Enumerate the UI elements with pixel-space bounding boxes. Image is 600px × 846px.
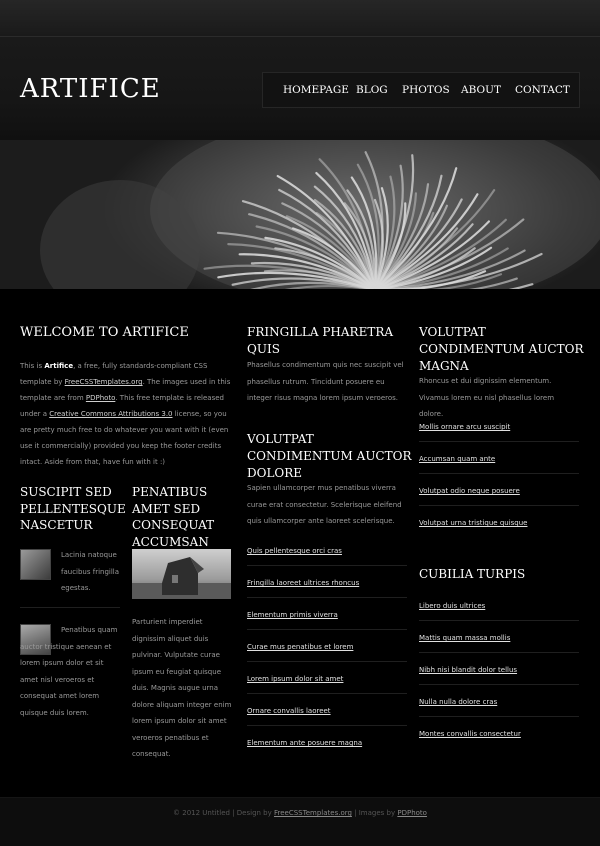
divider — [419, 652, 579, 653]
list-link[interactable]: Elementum ante posuere magna — [247, 739, 363, 747]
footer — [0, 797, 600, 846]
list-link[interactable]: Accumsan quam ante — [419, 455, 496, 463]
suscipit-title: SUSCIPIT SED PELLENTESQUE NASCETUR — [20, 485, 126, 532]
divider — [20, 607, 120, 608]
banner-image — [0, 140, 600, 289]
nav-homepage[interactable]: HOMEPAGE — [283, 84, 349, 96]
nav-photos[interactable]: PHOTOS — [402, 84, 450, 96]
flower-image — [0, 140, 600, 289]
list-link[interactable]: Curae mus penatibus et lorem — [247, 643, 354, 651]
divider — [419, 716, 579, 717]
divider — [247, 725, 407, 726]
welcome-title: WELCOME TO ARTIFICE — [20, 325, 189, 340]
divider — [419, 684, 579, 685]
divider — [247, 597, 407, 598]
list-link[interactable]: Mattis quam massa mollis — [419, 634, 511, 642]
header — [0, 0, 600, 140]
divider — [419, 505, 579, 506]
list-link[interactable]: Nibh nisi blandit dolor tellus — [419, 666, 518, 674]
barn-photo[interactable] — [132, 549, 231, 599]
nav-contact[interactable]: CONTACT — [515, 84, 570, 96]
site-title[interactable]: ARTIFICE — [20, 74, 161, 104]
brand-name: Artifice — [44, 362, 74, 370]
list-link[interactable]: Lorem ipsum dolor sit amet — [247, 675, 344, 683]
pdphoto-link[interactable]: PDPhoto — [85, 394, 116, 402]
cc-license-link[interactable]: Creative Commons Attributions 3.0 — [49, 410, 173, 418]
welcome-text: This is Artifice, a free, fully standards-compliant CSS template by FreeCSSTemplates.org. The images used in this template are from PDPhoto. This free template is released under a Creative Commons Attributions 3.0 license, so you are pretty much free to do whatever you want with it (even use it commercially) provided you keep the footer credits intact. Aside from that, have fun with it :) — [20, 362, 231, 466]
fringilla-text: Phasellus condimentum quis nec suscipit vel phasellus rutrum. Tincidunt posuere eu integer risus magna lorem ipsum veroeros. — [247, 361, 404, 402]
thumb-caption-1: Lacinia natoque faucibus fringilla egestas. — [61, 551, 120, 592]
list-link[interactable]: Nulla nulla dolore cras — [419, 698, 498, 706]
footer-pdphoto-link[interactable]: PDPhoto — [397, 809, 427, 817]
cubilia-title: CUBILIA TURPIS — [419, 567, 526, 581]
list-link[interactable]: Ornare convallis laoreet — [247, 707, 331, 715]
list-link[interactable]: Libero duis ultrices — [419, 602, 486, 610]
volutpat-magna-text: Rhoncus et dui dignissim elementum. Vivamus lorem eu nisl phasellus lorem dolore. — [419, 377, 555, 418]
footer-freecss-link[interactable]: FreeCSSTemplates.org — [274, 809, 352, 817]
main-nav — [262, 72, 580, 108]
list-link[interactable]: Volutpat urna tristique quisque — [419, 519, 528, 527]
volutpat-magna-title: VOLUTPAT CONDIMENTUM AUCTOR MAGNA — [419, 325, 584, 373]
divider — [419, 441, 579, 442]
volutpat-dolore-title: VOLUTPAT CONDIMENTUM AUCTOR DOLORE — [247, 432, 412, 480]
list-link[interactable]: Fringilla laoreet ultrices rhoncus — [247, 579, 360, 587]
thumb-caption-2: Penatibus quam auctor tristique aenean et lorem ipsum dolor et sit amet nisl veroeros et consequat amet lorem quisque duis lorem. — [20, 626, 118, 717]
divider — [419, 473, 579, 474]
divider — [247, 661, 407, 662]
fringilla-title: FRINGILLA PHARETRA QUIS — [247, 325, 394, 356]
list-link[interactable]: Mollis ornare arcu suscipit — [419, 423, 511, 431]
list-link[interactable]: Elementum primis viverra — [247, 611, 338, 619]
volutpat-dolore-text: Sapien ullamcorper mus penatibus viverra curae erat consectetur. Scelerisque eleifend quis ullamcorper ante laoreet scelerisque. — [247, 484, 402, 525]
thumbnail-image[interactable] — [20, 549, 51, 580]
penatibus-text: Parturient imperdiet dignissim aliquet duis pulvinar. Vulputate curae ipsum eu feugiat quisque duis. Magnis augue urna dolore aliquam integer enim lorem ipsum dolor sit amet veroeros penatibus et consequat. — [132, 618, 232, 758]
divider — [419, 620, 579, 621]
divider — [247, 693, 407, 694]
list-link[interactable]: Volutpat odio neque posuere — [419, 487, 520, 495]
list-link[interactable]: Quis pellentesque orci cras — [247, 547, 342, 555]
footer-credits: © 2012 Untitled | Design by FreeCSSTemplates.org | Images by PDPhoto — [173, 809, 427, 817]
divider — [247, 565, 407, 566]
nav-blog[interactable]: BLOG — [356, 84, 388, 96]
freecss-link[interactable]: FreeCSSTemplates.org — [64, 378, 143, 386]
divider — [247, 629, 407, 630]
nav-about[interactable]: ABOUT — [461, 84, 501, 96]
list-link[interactable]: Montes convallis consectetur — [419, 730, 521, 738]
penatibus-title: PENATIBUS AMET SED CONSEQUAT ACCUMSAN — [132, 485, 215, 549]
